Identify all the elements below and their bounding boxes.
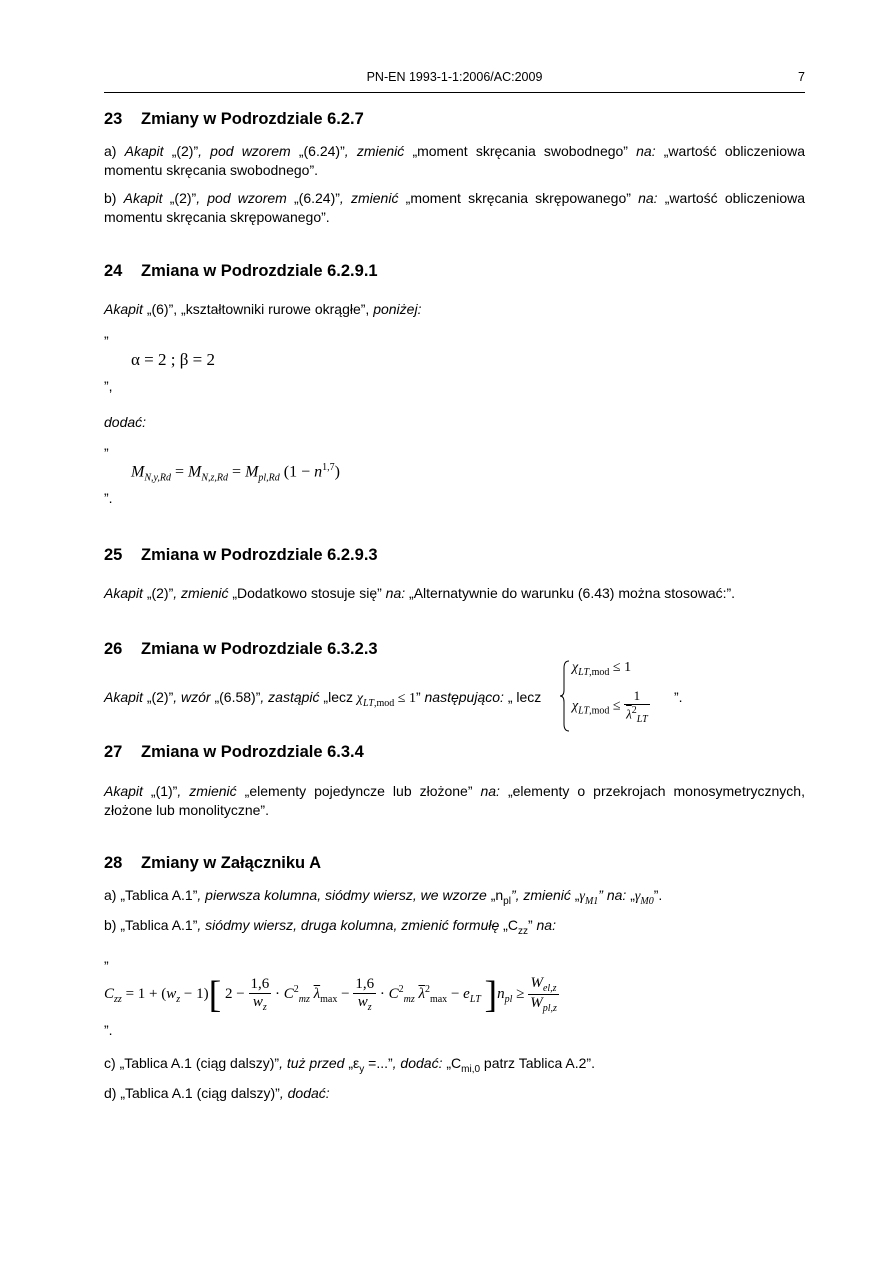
quote-mark-close-28: ”.: [104, 1022, 113, 1038]
section-heading-27: 27 Zmiana w Podrozdziale 6.3.4: [104, 743, 364, 761]
quote-mark-open-2: ”: [104, 445, 109, 461]
paragraph-27: Akapit „(1)”, zmienić „elementy pojedyncze lub złożone” na: „elementy o przekrojach monosymetrycznych, złożone lub monolityczne”.: [104, 783, 805, 818]
paragraph-26: Akapit „(2)”, wzór „(6.58)”, zastąpić „lecz $\chi_{LT,mod} \le 1$” następująco: „ lecz: [104, 689, 542, 709]
section-heading-25: 25 Zmiana w Podrozdziale 6.2.9.3: [104, 546, 378, 564]
paragraph-28a: a) „Tablica A.1”, pierwsza kolumna, siódmy wiersz, we wzorze $„n_{pl}$”, zmienić $„\gamma_{M1}$” na: $„\gamma_{M0}$”.: [104, 887, 663, 907]
section-heading-23: 23 Zmiany w Podrozdziale 6.2.7: [104, 110, 364, 128]
page-header: [104, 70, 805, 93]
document-code: PN-EN 1993-1-1:2006/AC:2009: [366, 70, 543, 84]
instruction-dodac: dodać:: [104, 414, 147, 430]
paragraph-28b: b) „Tablica A.1”, siódmy wiersz, druga kolumna, zmienić formułę $„C_{zz}$” na:: [104, 917, 556, 937]
formula-czz: $C_{zz} = 1 + (w_z - 1)$[ 2 − $\frac{1,6}{w_z}$ · $C^2_{mz}$ $\overline{\lambda}_{max}$ − $\frac{1,6}{w_z}$ · $C^2_{mz}$ $\overline{\lambda}^2_{max} - e_{LT}$ ]$n_{pl}$ ≥ $\frac{W_{el,z}}{W_{pl,z}}$: [104, 973, 557, 1016]
formula-alpha-beta: α = 2 ; β = 2: [131, 350, 215, 369]
quote-mark-open-28: ”: [104, 958, 109, 974]
paragraph-23a: a) Akapit „(2)”, pod wzorem „(6.24)”, zmienić „moment skręcania swobodnego” na: „wartość obliczeniowa momentu skręcania swobodnego”.: [104, 143, 805, 178]
paragraph-28d: d) „Tablica A.1 (ciąg dalszy)”, dodać:: [104, 1085, 330, 1101]
section-heading-24: 24 Zmiana w Podrozdziale 6.2.9.1: [104, 262, 378, 280]
paragraph-28c: c) „Tablica A.1 (ciąg dalszy)”, tuż przed $„\varepsilon_y$ =...”, dodać: $„C_{mi,0}$ patrz Tablica A.2”.: [104, 1055, 595, 1075]
paragraph-23b: b) Akapit „(2)”, pod wzorem „(6.24)”, zmienić „moment skręcania skrępowanego” na: „wartość obliczeniowa momentu skręcania skrępowanego”.: [104, 190, 806, 225]
formula-moment-resistance: $M_{N,y,Rd} = M_{N,z,Rd} = M_{pl,Rd}$ $(1 - n^{1,7})$: [131, 462, 340, 484]
paragraph-24: Akapit „(6)”, „kształtowniki rurowe okrągłe”, poniżej:: [104, 301, 422, 317]
quote-mark-close: ”,: [104, 378, 113, 394]
page-number: 7: [798, 70, 805, 84]
quote-mark-close-2: ”.: [104, 490, 113, 506]
section-heading-28: 28 Zmiany w Załączniku A: [104, 854, 322, 872]
section-heading-26: 26 Zmiana w Podrozdziale 6.3.2.3: [104, 640, 378, 658]
quote-mark-open: ”: [104, 333, 109, 349]
left-brace-icon: [560, 660, 570, 732]
quote-close-26: ”.: [674, 689, 683, 705]
paragraph-25: Akapit „(2)”, zmienić „Dodatkowo stosuje się” na: „Alternatywnie do warunku (6.43) można stosować:”.: [104, 585, 736, 601]
